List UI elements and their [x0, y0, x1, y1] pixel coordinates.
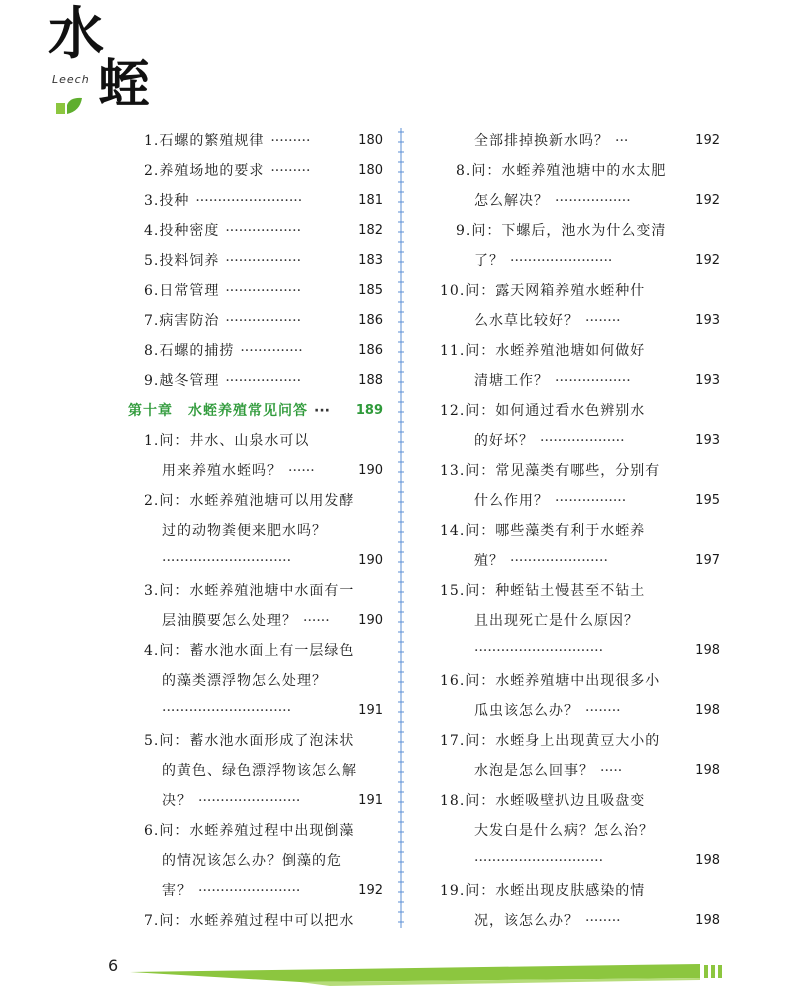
toc-leader-dots: ················ — [555, 493, 627, 509]
toc-entry[interactable] — [128, 786, 383, 816]
toc-entry-title: 第十章 水蛭养殖常见问答 — [128, 403, 308, 419]
toc-entry-title: 瓜虫该怎么办？ — [474, 703, 579, 719]
toc-entry[interactable] — [440, 246, 720, 276]
toc-entry-title: 8.问：水蛭养殖池塘中的水太肥 — [456, 163, 667, 179]
logo — [40, 2, 160, 125]
toc-entry-title: 7.问：水蛭养殖过程中可以把水 — [144, 913, 355, 929]
toc-entry-title: 19.问：水蛭出现皮肤感染的情 — [440, 883, 646, 899]
toc-page-number: 186 — [358, 313, 383, 328]
toc-entry[interactable] — [440, 906, 720, 936]
toc-entry[interactable] — [128, 546, 383, 576]
toc-entry[interactable] — [128, 726, 383, 756]
toc-page-number: 198 — [695, 643, 720, 658]
toc-entry[interactable] — [128, 696, 383, 726]
toc-entry[interactable] — [440, 756, 720, 786]
toc-entry[interactable] — [128, 636, 383, 666]
toc-page-number: 198 — [695, 703, 720, 718]
toc-entry-title: 16.问：水蛭养殖塘中出现很多小 — [440, 673, 661, 689]
toc-page-number: 197 — [695, 553, 720, 568]
toc-entry-title: 4.问：蓄水池水面上有一层绿色 — [144, 643, 355, 659]
toc-page-number: 180 — [358, 163, 383, 178]
toc-entry[interactable] — [128, 876, 383, 906]
toc-page-number: 182 — [358, 223, 383, 238]
toc-entry-title: 9.越冬管理 — [144, 373, 220, 389]
toc-entry[interactable] — [128, 456, 383, 486]
toc-entry[interactable] — [440, 216, 720, 246]
toc-entry[interactable] — [128, 336, 383, 366]
toc-entry-title: 层油膜要怎么处理？ — [162, 613, 297, 629]
toc-entry[interactable] — [128, 276, 383, 306]
toc-leader-dots: ················· — [225, 373, 302, 389]
toc-leader-dots: ······················· — [198, 883, 301, 899]
toc-leader-dots: ······················· — [198, 793, 301, 809]
toc-entry[interactable] — [440, 426, 720, 456]
toc-entry[interactable] — [128, 846, 383, 876]
toc-entry[interactable] — [128, 576, 383, 606]
toc-entry-title: 6.日常管理 — [144, 283, 220, 299]
toc-leader-dots: ··················· — [540, 433, 625, 449]
toc-leader-dots: ····· — [600, 763, 623, 779]
toc-entry-title: 9.问：下螺后，池水为什么变清 — [456, 223, 667, 239]
toc-entry-title: 殖？ — [474, 553, 504, 569]
toc-leader-dots: ····························· — [162, 703, 292, 719]
toc-entry-title: 怎么解决？ — [474, 193, 549, 209]
toc-entry-title: 况，该怎么办？ — [474, 913, 579, 929]
toc-leader-dots: ········· — [270, 163, 311, 179]
toc-page-number: 181 — [358, 193, 383, 208]
toc-entry-title: 6.问：水蛭养殖过程中出现倒藻 — [144, 823, 355, 839]
column-divider — [396, 128, 406, 928]
toc-entry-title: 的情况该怎么办？倒藻的危 — [162, 853, 342, 869]
toc-page-number: 193 — [695, 373, 720, 388]
toc-entry-title: 过的动物粪便来肥水吗？ — [162, 523, 327, 539]
toc-page-number: 190 — [358, 613, 383, 628]
toc-entry-title: 2.养殖场地的要求 — [144, 163, 265, 179]
toc-entry[interactable] — [440, 486, 720, 516]
toc-leader-dots: ········· — [270, 133, 311, 149]
toc-page-number: 189 — [355, 403, 383, 418]
toc-entry-title: 了？ — [474, 253, 504, 269]
toc-leader-dots: ····························· — [474, 853, 604, 869]
toc-entry-title: 1.问：井水、山泉水可以 — [144, 433, 310, 449]
toc-entry-title: 3.投种 — [144, 193, 190, 209]
toc-leader-dots: ················· — [555, 193, 631, 209]
toc-entry[interactable] — [128, 156, 383, 186]
toc-entry-title: 14.问：哪些藻类有利于水蛭养 — [440, 523, 646, 539]
toc-entry-title: 10.问：露天网箱养殖水蛭种什 — [440, 283, 646, 299]
toc-leader-dots: ······················ — [510, 553, 608, 569]
toc-leader-dots: ··· — [615, 133, 629, 149]
toc-page-number: 193 — [695, 313, 720, 328]
toc-entry[interactable] — [440, 576, 720, 606]
toc-leader-dots: ················· — [225, 283, 302, 299]
toc-entry-title: 8.石螺的捕捞 — [144, 343, 235, 359]
toc-page-number: 198 — [695, 763, 720, 778]
toc-leader-dots: ········ — [585, 913, 621, 929]
toc-page-number: 192 — [695, 253, 720, 268]
toc-entry-title: 害？ — [162, 883, 192, 899]
toc-entry[interactable] — [440, 846, 720, 876]
toc-page-number: 185 — [358, 283, 383, 298]
toc-page-number: 186 — [358, 343, 383, 358]
toc-leader-dots: ········ — [585, 313, 621, 329]
toc-entry-title: 用来养殖水蛭吗？ — [162, 463, 282, 479]
toc-entry[interactable] — [128, 246, 383, 276]
toc-entry-title: 大发白是什么病？怎么治？ — [474, 823, 654, 839]
toc-entry-title: 17.问：水蛭身上出现黄豆大小的 — [440, 733, 661, 749]
toc-entry-title: 18.问：水蛭吸壁扒边且吸盘变 — [440, 793, 646, 809]
toc-leader-dots: ················· — [225, 313, 302, 329]
toc-entry[interactable] — [440, 726, 720, 756]
toc-entry-title: 决？ — [162, 793, 192, 809]
toc-page-number: 198 — [695, 913, 720, 928]
toc-entry[interactable] — [440, 696, 720, 726]
toc-entry[interactable] — [128, 756, 383, 786]
toc-entry[interactable] — [128, 816, 383, 846]
toc-leader-dots: ········ — [585, 703, 621, 719]
toc-entry-title: 7.病害防治 — [144, 313, 220, 329]
toc-entry[interactable] — [128, 366, 383, 396]
toc-entry-title: 4.投种密度 — [144, 223, 220, 239]
toc-leader-dots: ················· — [555, 373, 631, 389]
toc-entry[interactable] — [128, 906, 383, 936]
toc-leader-dots: ······ — [303, 613, 330, 629]
toc-entry[interactable] — [128, 486, 383, 516]
leaf-icon — [56, 97, 86, 115]
toc-entry-title: 清塘工作？ — [474, 373, 549, 389]
toc-entry-title: 2.问：水蛭养殖池塘可以用发酵 — [144, 493, 355, 509]
toc-entry[interactable] — [440, 396, 720, 426]
toc-leader-dots: ················· — [225, 253, 302, 269]
toc-page-number: 191 — [358, 793, 383, 808]
toc-leader-dots: ··· — [314, 403, 330, 419]
toc-entry-title: 3.问：水蛭养殖池塘中水面有一 — [144, 583, 355, 599]
toc-entry-title: 的藻类漂浮物怎么处理？ — [162, 673, 327, 689]
toc-entry-title: 的黄色、绿色漂浮物该怎么解 — [162, 763, 357, 779]
toc-entry[interactable] — [440, 666, 720, 696]
toc-entry[interactable] — [128, 306, 383, 336]
toc-entry[interactable] — [440, 546, 720, 576]
toc-entry-title: 且出现死亡是什么原因？ — [474, 613, 639, 629]
bottom-decorative-bar — [0, 960, 800, 990]
toc-entry-title: 的好坏？ — [474, 433, 534, 449]
toc-page-number: 192 — [695, 193, 720, 208]
toc-entry-title: 13.问：常见藻类有哪些，分别有 — [440, 463, 661, 479]
toc-entry[interactable] — [128, 666, 383, 696]
toc-left-column — [128, 126, 383, 936]
toc-page-number: 190 — [358, 463, 383, 478]
toc-entry[interactable] — [440, 336, 720, 366]
toc-leader-dots: ····························· — [474, 643, 604, 659]
toc-page-number: 198 — [695, 853, 720, 868]
toc-leader-dots: ······················· — [510, 253, 613, 269]
toc-entry[interactable] — [440, 366, 720, 396]
toc-entry[interactable] — [440, 276, 720, 306]
toc-entry-title: 什么作用？ — [474, 493, 549, 509]
toc-entry[interactable] — [440, 456, 720, 486]
page-number: 6 — [108, 956, 119, 975]
toc-page-number: 191 — [358, 703, 383, 718]
toc-entry[interactable] — [440, 606, 720, 636]
toc-entry[interactable] — [128, 126, 383, 156]
toc-entry[interactable] — [440, 156, 720, 186]
toc-entry[interactable] — [440, 186, 720, 216]
toc-entry-title: 5.投料饲养 — [144, 253, 220, 269]
toc-entry[interactable] — [440, 306, 720, 336]
toc-entry[interactable] — [128, 216, 383, 246]
toc-entry-title: 1.石螺的繁殖规律 — [144, 133, 265, 149]
toc-entry[interactable] — [440, 126, 720, 156]
toc-chapter-heading[interactable] — [128, 396, 383, 426]
toc-page-number: 195 — [695, 493, 720, 508]
toc-right-column — [440, 126, 720, 936]
toc-entry[interactable] — [440, 816, 720, 846]
toc-entry[interactable] — [440, 876, 720, 906]
toc-entry[interactable] — [440, 786, 720, 816]
toc-entry-title: 么水草比较好？ — [474, 313, 579, 329]
toc-entry[interactable] — [128, 516, 383, 546]
toc-entry-title: 15.问：种蛭钻土慢甚至不钻土 — [440, 583, 646, 599]
toc-leader-dots: ················· — [225, 223, 302, 239]
toc-page-number: 180 — [358, 133, 383, 148]
toc-entry[interactable] — [128, 426, 383, 456]
toc-entry-title: 5.问：蓄水池水面形成了泡沫状 — [144, 733, 355, 749]
toc-entry-title: 全部排掉换新水吗？ — [474, 133, 609, 149]
toc-page-number: 192 — [695, 133, 720, 148]
toc-page-number: 188 — [358, 373, 383, 388]
toc-page-number: 183 — [358, 253, 383, 268]
toc-entry-title: 水泡是怎么回事？ — [474, 763, 594, 779]
logo-char-water: 水 — [48, 2, 104, 67]
toc-leader-dots: ························ — [195, 193, 303, 209]
toc-entry[interactable] — [440, 516, 720, 546]
logo-char-leech: 蛭 — [98, 55, 151, 115]
toc-entry[interactable] — [128, 606, 383, 636]
toc-leader-dots: ····························· — [162, 553, 292, 569]
toc-entry-title: 12.问：如何通过看水色辨别水 — [440, 403, 646, 419]
toc-entry[interactable] — [440, 636, 720, 666]
toc-entry-title: 11.问：水蛭养殖池塘如何做好 — [440, 343, 646, 359]
toc-leader-dots: ······ — [288, 463, 315, 479]
toc-page-number: 193 — [695, 433, 720, 448]
logo-latin-text: Leech — [52, 73, 90, 86]
toc-page-number: 190 — [358, 553, 383, 568]
toc-leader-dots: ·············· — [240, 343, 303, 359]
toc-page-number: 192 — [358, 883, 383, 898]
toc-entry[interactable] — [128, 186, 383, 216]
